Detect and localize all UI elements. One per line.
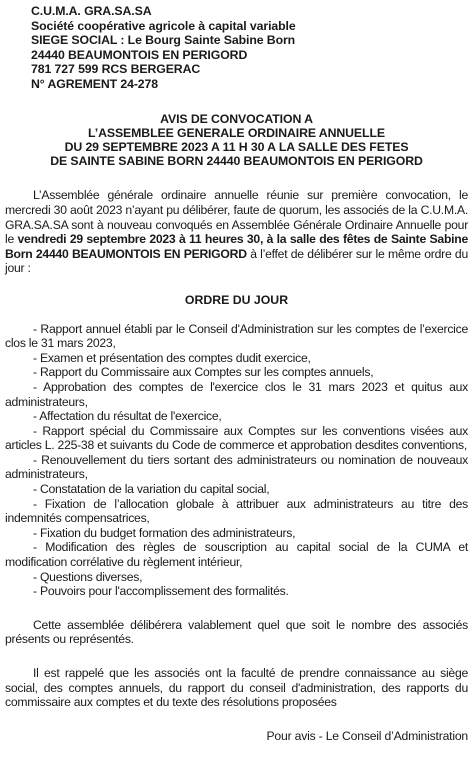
- agenda-item: - Fixation du budget formation des administrateurs,: [33, 525, 296, 540]
- agenda-item: - Rapport du Commissaire aux Comptes sur les comptes annuels,: [33, 365, 374, 380]
- company-header: [5, 4, 468, 92]
- notice-title-line-3: DU 29 SEPTEMBRE 2023 A 11 H 30 A LA SALLE DES FETES: [64, 139, 409, 154]
- company-name: C.U.M.A. GRA.SA.SA: [31, 4, 152, 18]
- quorum-paragraph: Cette assemblée délibérera valablement quel que soit le nombre des associés présents ou représentés.: [5, 617, 468, 647]
- company-postal-address: 24440 BEAUMONTOIS EN PERIGORD: [31, 47, 248, 62]
- notice-title-line-2: L’ASSEMBLEE GENERALE ORDINAIRE ANNUELLE: [88, 125, 385, 140]
- company-head-office: SIEGE SOCIAL : Le Bourg Sainte Sabine Born: [31, 33, 296, 48]
- agenda-item: - Pouvoirs pour l'accomplissement des formalités.: [33, 584, 289, 599]
- agenda-item: - Constatation de la variation du capital social,: [33, 482, 270, 497]
- agenda-item: - Examen et présentation des comptes dudit exercice,: [33, 350, 311, 365]
- agenda-item: - Questions diverses,: [33, 569, 143, 584]
- agenda-item: - Fixation de l’allocation globale à attribuer aux administrateurs au titre des indemnités compensatrices,: [5, 496, 468, 526]
- company-legal-form: Société coopérative agricole à capital variable: [31, 18, 296, 33]
- intro-paragraph: [5, 188, 468, 276]
- signature: Pour avis - Le Conseil d’Administration: [266, 728, 468, 743]
- company-agreement-number: N° AGREMENT 24-278: [31, 76, 159, 91]
- documents-paragraph: Il est rappelé que les associés ont la faculté de prendre connaissance au siège social, des comptes annuels, du rapport du conseil d'administration, des rapports du commissaire aux comptes et du texte des résolutions proposées: [5, 666, 468, 710]
- notice-title-line-4: DE SAINTE SABINE BORN 24440 BEAUMONTOIS EN PERIGORD: [50, 154, 423, 169]
- agenda-item: - Rapport annuel établi par le Conseil d'Administration sur les comptes de l’exercice clos le 31 mars 2023,: [5, 321, 468, 351]
- agenda-item: - Modification des règles de souscription au capital social de la CUMA et modification corrélative du règlement intérieur,: [5, 540, 468, 570]
- notice-title-line-1: AVIS DE CONVOCATION A: [160, 111, 313, 126]
- intro-text-part-2: à l’effet de délibérer sur le même ordre du jour :: [5, 246, 468, 276]
- agenda-item: - Affectation du résultat de l'exercice,: [33, 409, 222, 424]
- intro-text-part-1: L’Assemblée générale ordinaire annuelle réunie sur première convocation, le mercredi 30 août 2023 n’ayant pu délibérer, faute de quorum, les associés de la C.U.M.A. GRA.SA.SA sont à nouveau convoqués en Assemblée Générale Ordinaire Annuelle pour le: [5, 188, 468, 247]
- agenda-item: - Rapport spécial du Commissaire aux Comptes sur les conventions visées aux articles L. 225-38 et suivants du Code de commerce et approbation desdites conventions,: [5, 423, 468, 453]
- notice-title: [5, 112, 468, 169]
- agenda-title: ORDRE DU JOUR: [184, 292, 289, 307]
- company-registration: 781 727 599 RCS BERGERAC: [31, 62, 201, 77]
- agenda-item: - Renouvellement du tiers sortant des administrateurs ou nomination de nouveaux administrateurs,: [5, 452, 468, 482]
- agenda-list: [5, 322, 468, 599]
- intro-meeting-details: vendredi 29 septembre 2023 à 11 heures 30, à la salle des fêtes de Sainte Sabine Born 24440 BEAUMONTOIS EN PERIGORD: [5, 232, 468, 261]
- agenda-item: - Approbation des comptes de l'exercice clos le 31 mars 2023 et quitus aux administrateurs,: [5, 379, 468, 409]
